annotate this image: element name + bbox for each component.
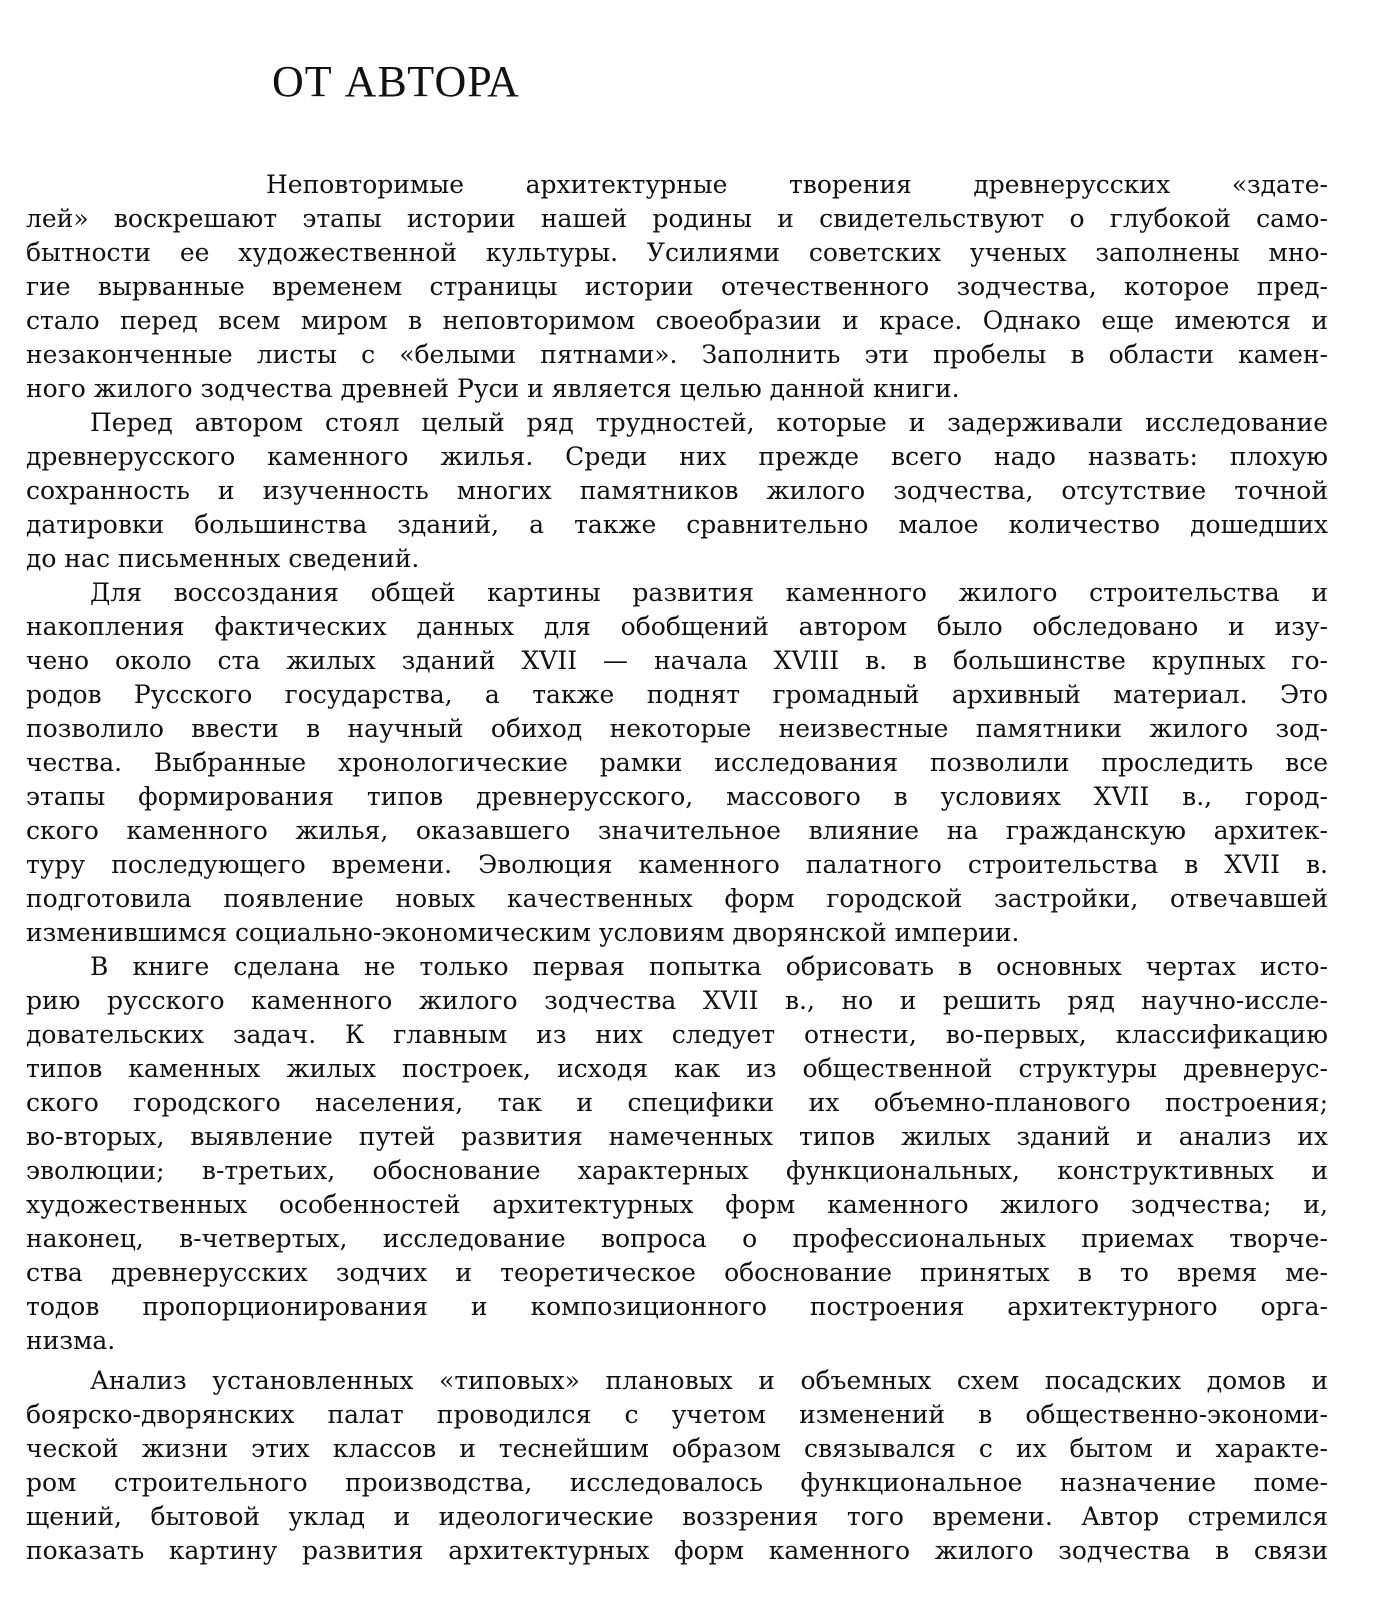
text-line: В книге сделана не только первая попытка обрисовать в основных чертах исто- (90, 952, 1328, 981)
text-line: щений, бытовой уклад и идеологические воззрения того времени. Автор стремился (26, 1502, 1328, 1531)
text-line: древнерусского каменного жилья. Среди них прежде всего надо назвать: плохую (26, 442, 1328, 471)
paragraph-3 (26, 576, 1328, 950)
text-line: тодов пропорционирования и композиционного построения архитектурного орга- (26, 1292, 1328, 1321)
text-line: боярско-дворянских палат проводился с учетом изменений в общественно-экономи- (26, 1400, 1328, 1429)
text-line: ского городского населения, так и специфики их объемно-планового построения; (26, 1088, 1328, 1117)
text-line: ства древнерусских зодчих и теоретическое обоснование принятых в то время ме- (26, 1258, 1328, 1287)
text-line: чено около ста жилых зданий XVII — начала XVIII в. в большинстве крупных го- (26, 646, 1328, 675)
text-line: лей» воскрешают этапы истории нашей родины и свидетельствуют о глубокой само- (26, 204, 1328, 233)
paragraph-2 (26, 406, 1328, 576)
text-line: туру последующего времени. Эволюция каменного палатного строительства в XVII в. (26, 850, 1328, 879)
text-line: ром строительного производства, исследовалось функциональное назначение поме- (26, 1468, 1328, 1497)
text-line: подготовила появление новых качественных форм городской застройки, отвечавшей (26, 884, 1328, 913)
text-line: типов каменных жилых построек, исходя как из общественной структуры древнерус- (26, 1054, 1328, 1083)
text-line: Для воссоздания общей картины развития каменного жилого строительства и (90, 578, 1328, 607)
text-line: Перед автором стоял целый ряд трудностей, которые и задерживали исследование (90, 408, 1328, 437)
text-line: до нас письменных сведений. (26, 544, 420, 573)
text-line: этапы формирования типов древнерусского, массового в условиях XVII в., город- (26, 782, 1328, 811)
paragraph-1 (26, 168, 1328, 406)
body-text (26, 168, 1328, 1568)
text-line: Неповторимые архитектурные творения древнерусских «здате- (266, 170, 1328, 199)
text-line: Анализ установленных «типовых» плановых и объемных схем посадских домов и (90, 1366, 1328, 1395)
text-line: ного жилого зодчества древней Руси и является целью данной книги. (26, 374, 960, 403)
text-line: чества. Выбранные хронологические рамки исследования позволили проследить все (26, 748, 1328, 777)
page-title: ОТ АВТОРА (272, 57, 520, 106)
text-line: сохранность и изученность многих памятников жилого зодчества, отсутствие точной (26, 476, 1328, 505)
text-line: художественных особенностей архитектурных форм каменного жилого зодчества; и, (26, 1190, 1328, 1219)
text-line: бытности ее художественной культуры. Усилиями советских ученых заполнены мно- (26, 238, 1328, 267)
text-line: довательских задач. К главным из них следует отнести, во-первых, классификацию (26, 1020, 1328, 1049)
text-line: родов Русского государства, а также поднят громадный архивный материал. Это (26, 680, 1328, 709)
text-line: показать картину развития архитектурных форм каменного жилого зодчества в связи (26, 1536, 1328, 1565)
text-line: накопления фактических данных для обобщений автором было обследовано и изу- (26, 612, 1328, 641)
paragraph-4 (26, 950, 1328, 1358)
text-line: стало перед всем миром в неповторимом своеобразии и красе. Однако еще имеются и (26, 306, 1328, 335)
paragraph-5 (26, 1364, 1328, 1568)
text-line: наконец, в-четвертых, исследование вопроса о профессиональных приемах творче- (26, 1224, 1328, 1253)
text-line: незаконченные листы с «белыми пятнами». Заполнить эти пробелы в области камен- (26, 340, 1328, 369)
text-line: датировки большинства зданий, а также сравнительно малое количество дошедших (26, 510, 1328, 539)
text-line: изменившимся социально-экономическим условиям дворянской империи. (26, 918, 1020, 947)
text-line: ческой жизни этих классов и теснейшим образом связывался с их бытом и характе- (26, 1434, 1328, 1463)
text-line: гие вырванные временем страницы истории отечественного зодчества, которое пред- (26, 272, 1328, 301)
text-line: позволило ввести в научный обиход некоторые неизвестные памятники жилого зод- (26, 714, 1328, 743)
text-line: низма. (26, 1326, 116, 1355)
text-line: рию русского каменного жилого зодчества XVII в., но и решить ряд научно-иссле- (26, 986, 1328, 1015)
text-line: эволюции; в-третьих, обоснование характерных функциональных, конструктивных и (26, 1156, 1328, 1185)
text-line: ского каменного жилья, оказавшего значительное влияние на гражданскую архитек- (26, 816, 1328, 845)
text-line: во-вторых, выявление путей развития намеченных типов жилых зданий и анализ их (26, 1122, 1328, 1151)
